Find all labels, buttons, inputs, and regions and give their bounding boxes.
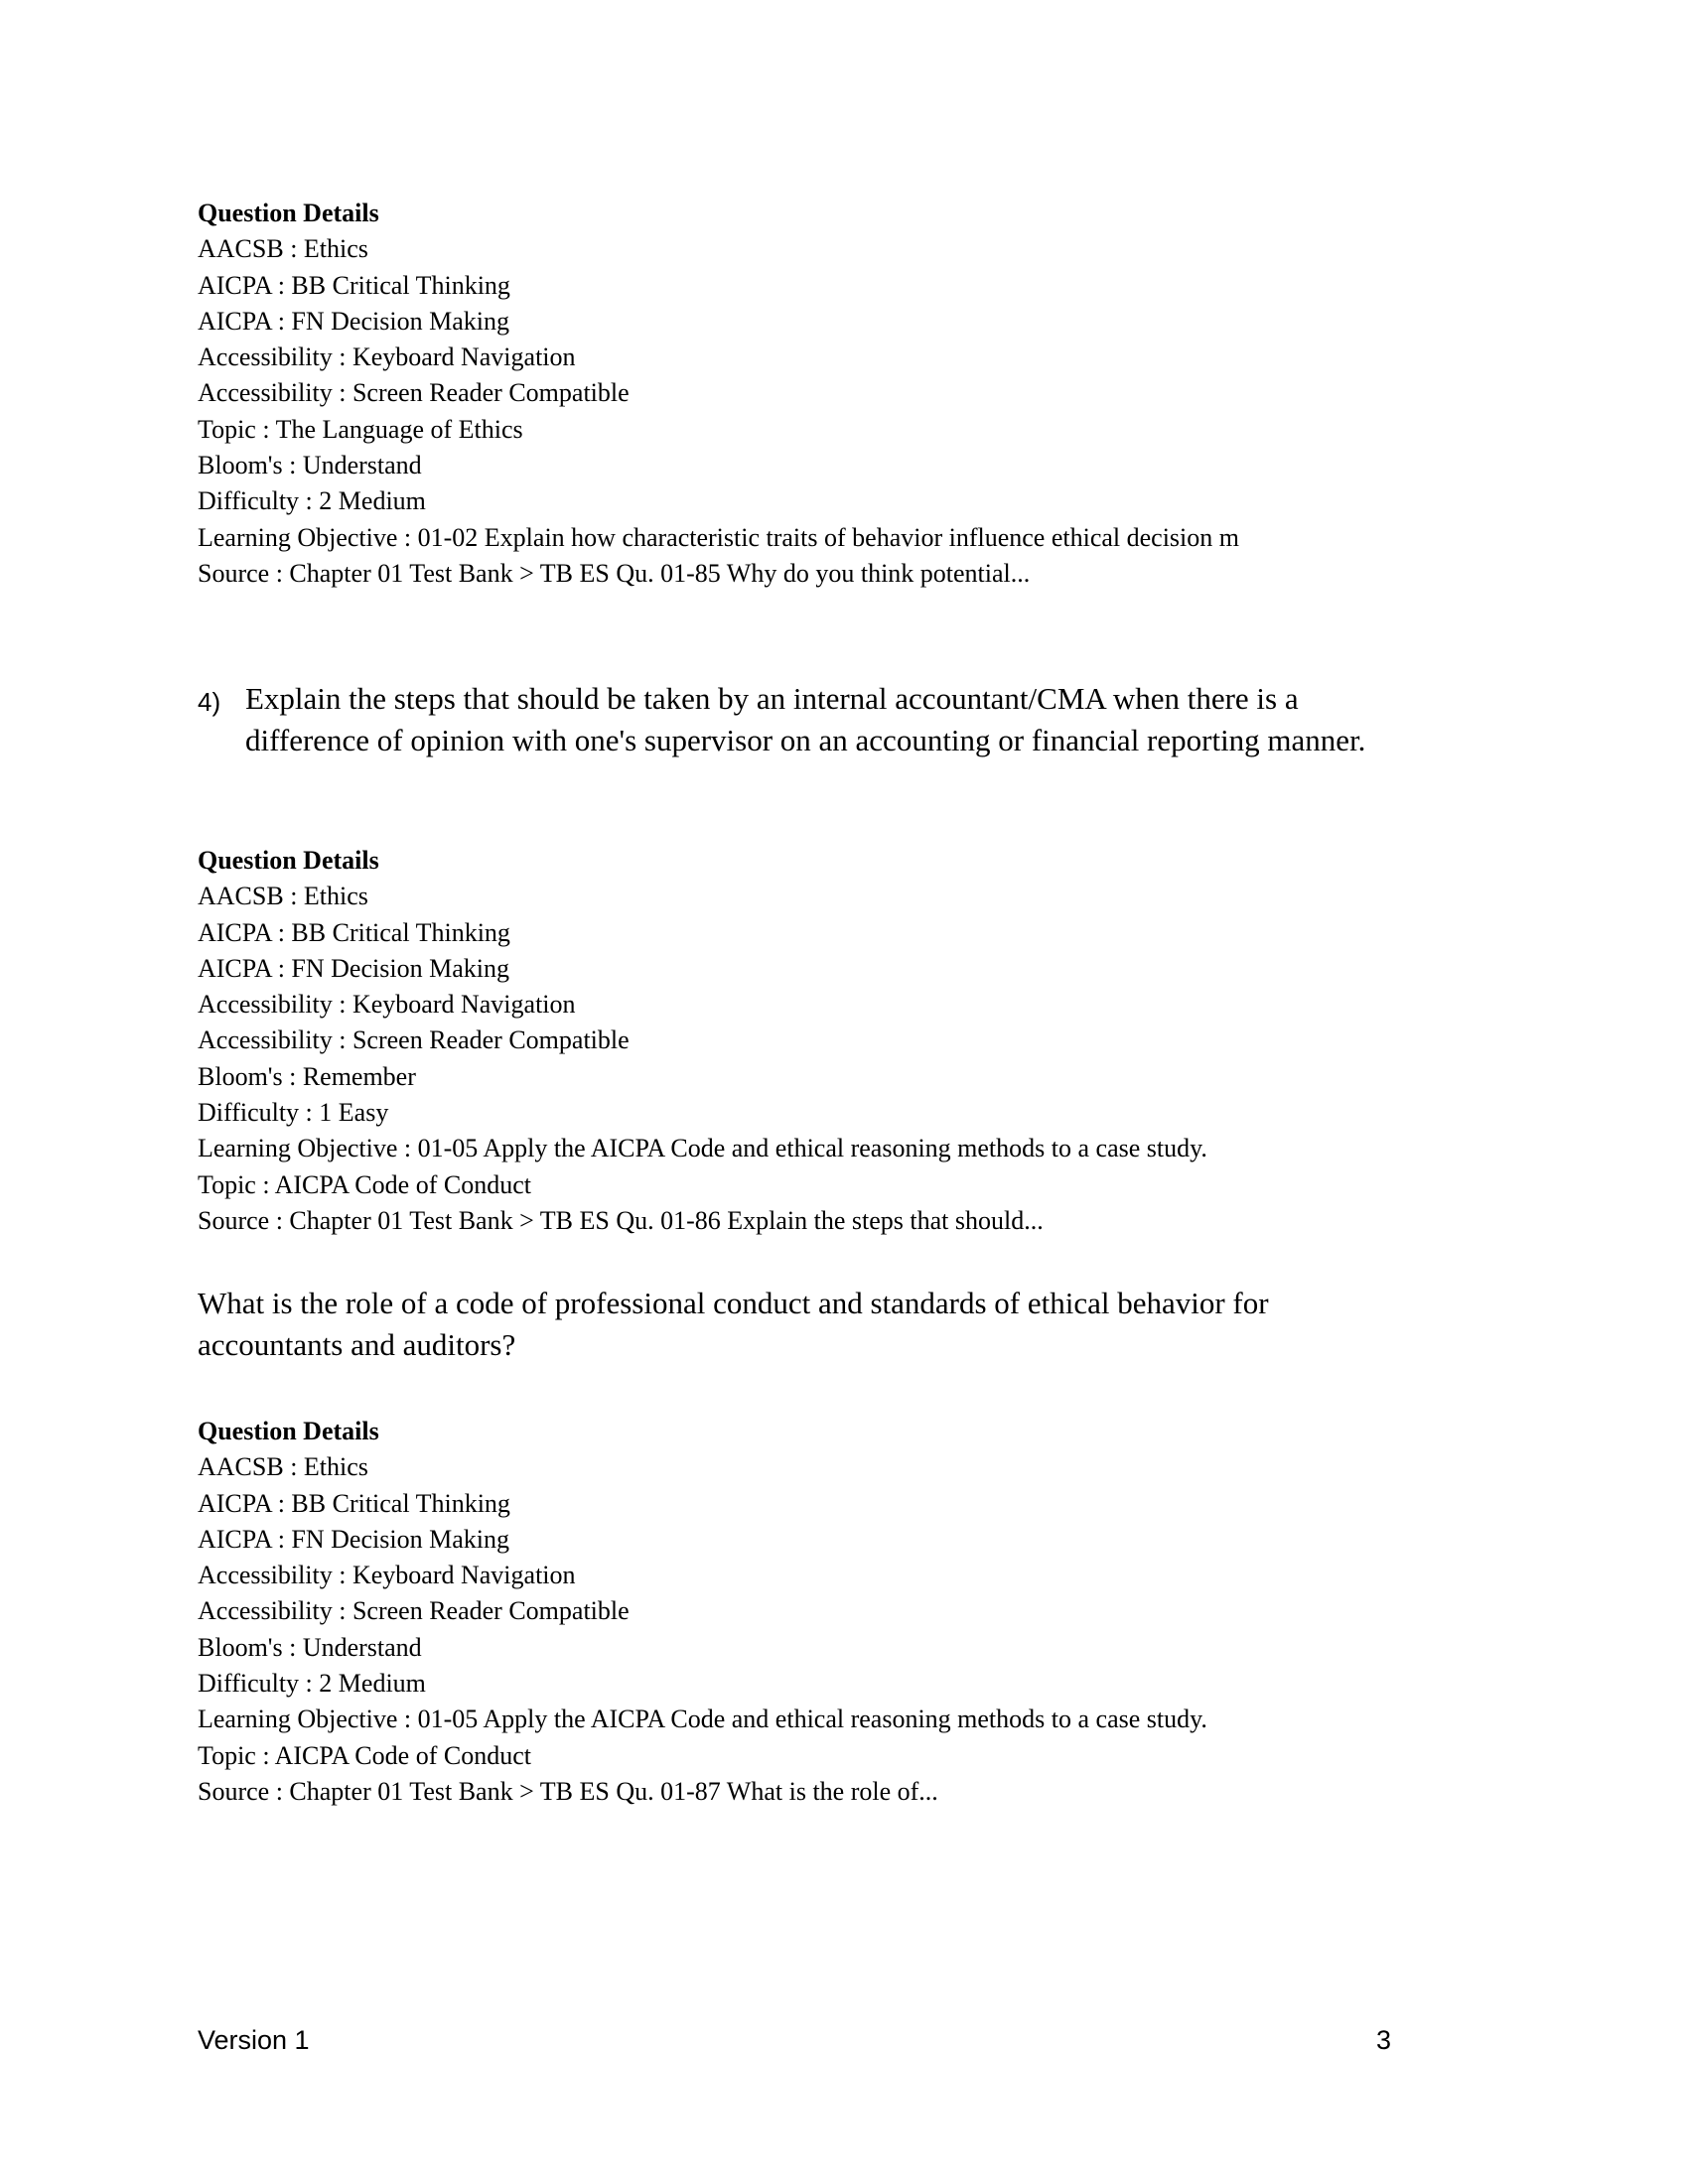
detail-line: Learning Objective : 01-05 Apply the AICPA Code and ethical reasoning methods to a case study. bbox=[198, 1705, 1207, 1734]
detail-line: Accessibility : Screen Reader Compatible bbox=[198, 1596, 630, 1626]
detail-line: AICPA : FN Decision Making bbox=[198, 1524, 509, 1554]
detail-line: AICPA : BB Critical Thinking bbox=[198, 270, 510, 300]
question-text-line: accountants and auditors? bbox=[198, 1327, 516, 1362]
question-number: 4) bbox=[198, 687, 221, 717]
question-details-block-3 bbox=[198, 1414, 1207, 1810]
detail-line: AACSB : Ethics bbox=[198, 1452, 368, 1482]
detail-line: Topic : AICPA Code of Conduct bbox=[198, 1169, 531, 1199]
detail-line: AACSB : Ethics bbox=[198, 882, 368, 911]
detail-line: Accessibility : Screen Reader Compatible bbox=[198, 1025, 630, 1055]
detail-line: AICPA : FN Decision Making bbox=[198, 306, 509, 336]
detail-line: Accessibility : Screen Reader Compatible bbox=[198, 378, 630, 408]
detail-line: AACSB : Ethics bbox=[198, 234, 368, 264]
question-5 bbox=[198, 1283, 1269, 1366]
detail-line: Difficulty : 2 Medium bbox=[198, 1669, 426, 1699]
question-details-heading: Question Details bbox=[198, 199, 379, 227]
detail-line: Learning Objective : 01-02 Explain how characteristic traits of behavior influence ethical decision m bbox=[198, 522, 1240, 552]
question-details-block-2 bbox=[198, 843, 1207, 1239]
question-text-line: What is the role of a code of professional conduct and standards of ethical behavior for bbox=[198, 1286, 1269, 1320]
detail-line: Source : Chapter 01 Test Bank > TB ES Qu. 01-86 Explain the steps that should... bbox=[198, 1205, 1044, 1235]
detail-line: Source : Chapter 01 Test Bank > TB ES Qu. 01-85 Why do you think potential... bbox=[198, 558, 1031, 588]
detail-line: Bloom's : Understand bbox=[198, 451, 422, 480]
detail-line: AICPA : BB Critical Thinking bbox=[198, 917, 510, 947]
question-text-line: difference of opinion with one's supervisor on an accounting or financial reporting manner. bbox=[245, 723, 1366, 757]
detail-line: Learning Objective : 01-05 Apply the AICPA Code and ethical reasoning methods to a case study. bbox=[198, 1134, 1207, 1163]
question-details-block-1 bbox=[198, 196, 1239, 592]
question-4 bbox=[198, 678, 1365, 761]
detail-line: AICPA : BB Critical Thinking bbox=[198, 1488, 510, 1518]
detail-line: Accessibility : Keyboard Navigation bbox=[198, 342, 576, 372]
footer-version: Version 1 bbox=[198, 2025, 310, 2055]
detail-line: AICPA : FN Decision Making bbox=[198, 953, 509, 983]
detail-line: Accessibility : Keyboard Navigation bbox=[198, 990, 576, 1020]
detail-line: Bloom's : Remember bbox=[198, 1061, 416, 1091]
detail-line: Difficulty : 1 Easy bbox=[198, 1098, 389, 1128]
question-text-line: Explain the steps that should be taken by an internal accountant/CMA when there is a bbox=[245, 681, 1299, 716]
detail-line: Topic : The Language of Ethics bbox=[198, 414, 523, 444]
question-details-heading: Question Details bbox=[198, 1417, 379, 1445]
detail-line: Topic : AICPA Code of Conduct bbox=[198, 1740, 531, 1770]
detail-line: Bloom's : Understand bbox=[198, 1632, 422, 1662]
question-details-heading: Question Details bbox=[198, 846, 379, 875]
detail-line: Accessibility : Keyboard Navigation bbox=[198, 1561, 576, 1590]
detail-line: Difficulty : 2 Medium bbox=[198, 486, 426, 516]
detail-line: Source : Chapter 01 Test Bank > TB ES Qu. 01-87 What is the role of... bbox=[198, 1776, 938, 1806]
page-number: 3 bbox=[1376, 2025, 1392, 2055]
